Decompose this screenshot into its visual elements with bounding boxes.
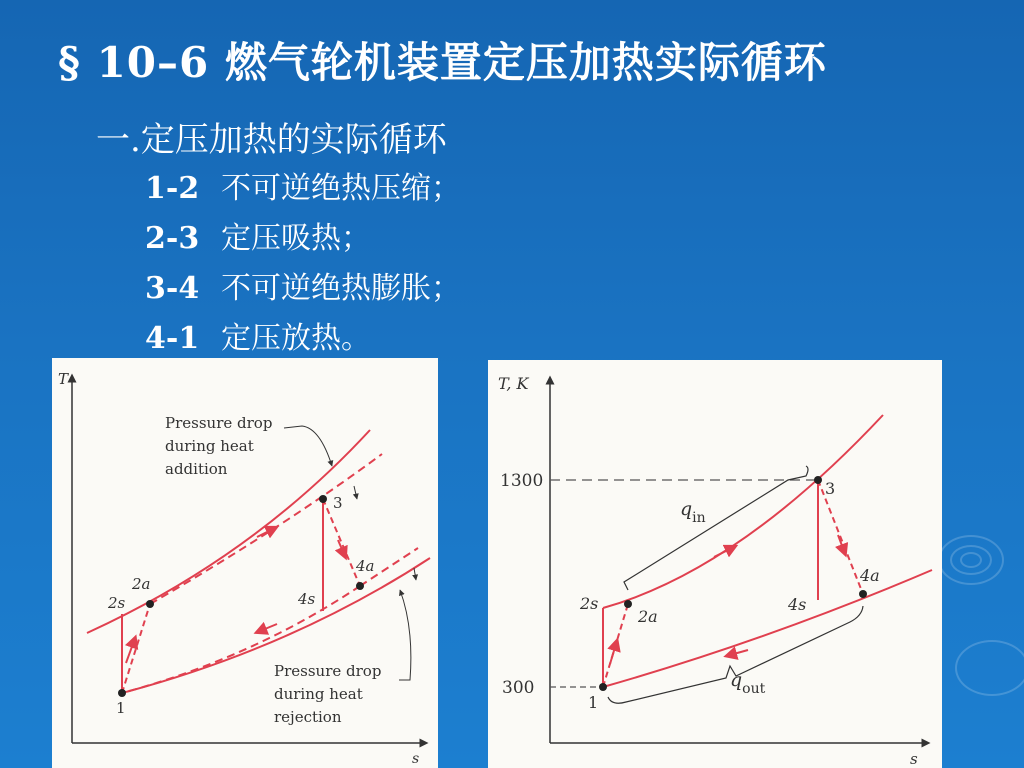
pressure-gap-top bbox=[354, 486, 357, 499]
process-item bbox=[145, 270, 461, 320]
bottom-annotation-leader bbox=[399, 590, 411, 680]
q-in-brace bbox=[624, 466, 808, 590]
annotation-bottom-line1: Pressure drop bbox=[274, 662, 382, 680]
state-point-4a bbox=[859, 590, 867, 598]
left-ts-svg bbox=[52, 358, 438, 768]
label-point-4s: 4s bbox=[298, 590, 316, 608]
process-code: 3-4 bbox=[145, 271, 200, 306]
label-point-4a: 4a bbox=[860, 566, 880, 585]
slide-title: § 10–6 燃气轮机装置定压加热实际循环 bbox=[58, 38, 827, 87]
label-point-1: 1 bbox=[116, 699, 126, 717]
q-out-label: $q_{out}$ bbox=[730, 669, 766, 697]
annotation-top-line2: during heat bbox=[165, 437, 254, 455]
state-point-3 bbox=[814, 476, 822, 484]
actual-compression-line bbox=[122, 604, 150, 693]
y-axis-label: T bbox=[58, 370, 69, 388]
pressure-gap-bottom bbox=[414, 568, 416, 580]
ripple-decoration bbox=[960, 552, 982, 568]
label-point-4a: 4a bbox=[356, 557, 375, 575]
process-text: 定压吸热； bbox=[221, 221, 371, 256]
state-point-2a bbox=[624, 600, 632, 608]
actual-expansion-line bbox=[323, 499, 360, 586]
annotation-bottom-line3: rejection bbox=[274, 708, 342, 726]
y-tick-300: 300 bbox=[502, 678, 535, 698]
q-in-label: $q_{in}$ bbox=[680, 498, 706, 526]
process-text: 不可逆绝热膨胀； bbox=[221, 271, 461, 306]
process-code: 2-3 bbox=[145, 221, 200, 256]
x-axis-label: s bbox=[412, 751, 420, 767]
heat-rejection-arrow bbox=[730, 650, 748, 655]
heat-addition-arrow bbox=[714, 548, 732, 557]
label-point-2s: 2s bbox=[108, 594, 126, 612]
state-point-2a bbox=[146, 600, 154, 608]
label-point-3: 3 bbox=[333, 494, 343, 512]
compression-arrow bbox=[610, 644, 616, 664]
process-text: 不可逆绝热压缩； bbox=[221, 171, 461, 206]
state-point-4a bbox=[356, 582, 364, 590]
low-pressure-isobar bbox=[603, 570, 932, 687]
annotation-top-line1: Pressure drop bbox=[165, 414, 273, 432]
section-heading: 一.定压加热的实际循环 bbox=[96, 120, 447, 160]
state-point-1 bbox=[118, 689, 126, 697]
right-ts-svg bbox=[488, 360, 942, 768]
high-pressure-isobar bbox=[87, 430, 370, 633]
state-point-1 bbox=[599, 683, 607, 691]
left-ts-diagram bbox=[52, 358, 438, 768]
annotation-top-line3: addition bbox=[165, 460, 228, 478]
high-pressure-isobar bbox=[603, 415, 883, 608]
process-code: 1-2 bbox=[145, 171, 200, 206]
label-point-3: 3 bbox=[825, 479, 836, 498]
ripple-decoration bbox=[955, 640, 1024, 696]
top-annotation-leader bbox=[284, 426, 332, 466]
label-point-2s: 2s bbox=[580, 594, 599, 613]
process-code: 4-1 bbox=[145, 321, 200, 356]
y-axis-label: T, K bbox=[498, 374, 529, 393]
process-text: 定压放热。 bbox=[221, 321, 371, 356]
x-axis-label: s bbox=[910, 750, 918, 768]
process-item bbox=[145, 220, 461, 270]
label-point-2a: 2a bbox=[638, 607, 658, 626]
annotation-bottom-line2: during heat bbox=[274, 685, 363, 703]
right-ts-diagram bbox=[488, 360, 942, 768]
process-list bbox=[145, 170, 461, 370]
label-point-2a: 2a bbox=[132, 575, 151, 593]
label-point-4s: 4s bbox=[788, 595, 807, 614]
process-item bbox=[145, 170, 461, 220]
heat-rejection-arrow bbox=[260, 624, 277, 631]
y-tick-1300: 1300 bbox=[500, 471, 544, 491]
state-point-3 bbox=[319, 495, 327, 503]
label-point-1: 1 bbox=[588, 693, 599, 712]
